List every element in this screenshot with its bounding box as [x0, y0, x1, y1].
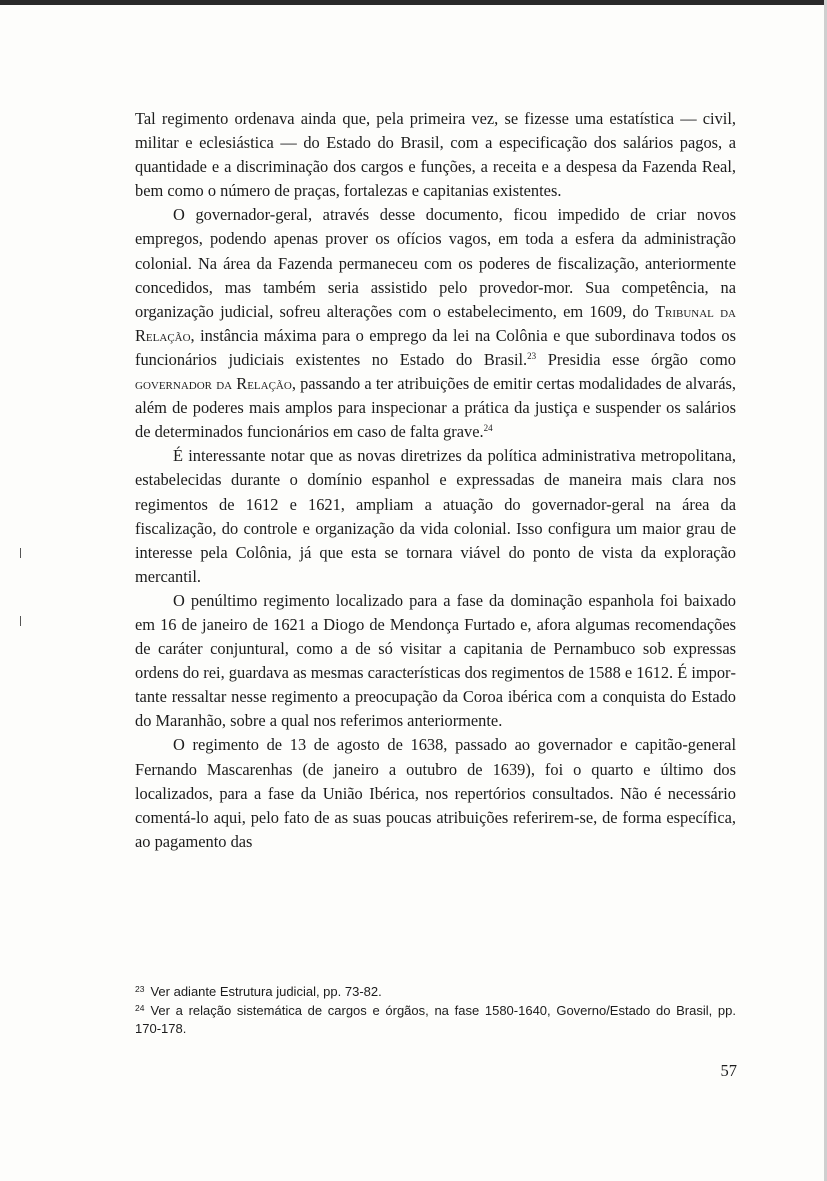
- footnotes: [135, 983, 736, 1039]
- body-text: [135, 107, 736, 854]
- paragraph-text: O penúltimo regimento localizado para a fase da dominação espanhola foi baixado em 16 de janeiro de 1621 a Diogo de Mendonça Furtado e, afora algumas recomendações de caráter conjuntural, como a de só visitar a capitania de Pernambuco sob expressas ordens do rei, guardava as mesmas características dos regimentos de 1588 e 1612. É importante ressaltar nesse regimento a preocupação da Coroa ibérica com a conquista do Estado do Maranhão, sobre a qual nos referimos anteriormente.: [135, 590, 736, 731]
- footnote: [135, 983, 736, 1002]
- page-number: 57: [720, 1061, 737, 1080]
- paragraph-text: O governador-geral, através desse documento, ficou impedido de criar novos empregos, podendo apenas prover os ofícios vagos, em toda a esfera da administração colonial. Na área da Fazenda permaneceu com os poderes de fiscalização, anteriormente concedidos, mas também seria assistido pelo provedor-mor. Sua competência, na organização judicial, sofreu alterações com o estabelecimento, em 1609, do: [135, 205, 736, 321]
- footnote: [135, 1002, 736, 1039]
- paragraph: [135, 444, 736, 589]
- paragraph-text: O regimento de 13 de agosto de 1638, passado ao governador e capitão-general Fernando Mascarenhas (de janeiro a outubro de 1639), foi o quarto e último dos localizados, para a fase da União Ibérica, nos repertórios consultados. Não é necessário comentá-lo aqui, pelo fato de as suas poucas atribuições referirem-se, de forma específica, ao pagamento das: [135, 735, 736, 851]
- margin-mark: [20, 616, 21, 626]
- margin-mark: [20, 548, 21, 558]
- small-caps-term: governador da Relação: [135, 374, 292, 394]
- footnote-number: 24: [135, 1002, 145, 1013]
- paragraph: [135, 107, 736, 203]
- footnote-text: Ver adiante Estrutura judicial, pp. 73-82.: [150, 984, 382, 999]
- scan-edge-top: [0, 0, 827, 5]
- footnote-number: 23: [135, 984, 145, 994]
- footnote-text: Ver a relação sistemática de cargos e órgãos, na fase 1580-1640, Governo/Estado do Brasil, pp. 170-178.: [135, 1002, 736, 1036]
- footnote-reference[interactable]: 24: [483, 423, 493, 434]
- paragraph-text: , instância máxima para o emprego da lei na Colônia e que subordinava todos os funcionários judiciais existentes no Estado do Brasil.: [135, 325, 736, 369]
- paragraph-text: Presidia esse órgão como: [536, 349, 736, 369]
- paragraph: [135, 589, 736, 734]
- paragraph: [135, 733, 736, 853]
- paragraph: [135, 203, 736, 444]
- small-caps-term: Tribunal da Relação: [135, 301, 736, 345]
- paragraph-text: , passando a ter atribuições de emitir certas modalidades de alvarás, além de poderes mais amplos para inspecionar a prática da justiça e suspender os salários de determinados funcionários em caso de falta grave.: [135, 374, 736, 442]
- paragraph-text: Tal regimento ordenava ainda que, pela primeira vez, se fizesse uma estatística — civil, militar e eclesiástica — do Estado do Brasil, com a especificação dos salários pagos, a quantidade e a discriminação dos cargos e funções, a receita e a despesa da Fazenda Real, bem como o número de praças, fortalezas e capitanias existentes.: [135, 109, 736, 201]
- footnote-reference[interactable]: 23: [527, 350, 537, 361]
- paragraph-text: É interessante notar que as novas diretrizes da política administrativa metropolitana, estabelecidas durante o domínio espanhol e expressadas de maneira mais clara nos regimentos de 1612 e 1621, ampliam a atuação do governador-geral na área da fiscalização, do controle e organização da vida colonial. Isso configura um maior grau de interesse pela Colônia, já que esta se tornara viável do ponto de vista da exploração mercantil.: [135, 446, 736, 586]
